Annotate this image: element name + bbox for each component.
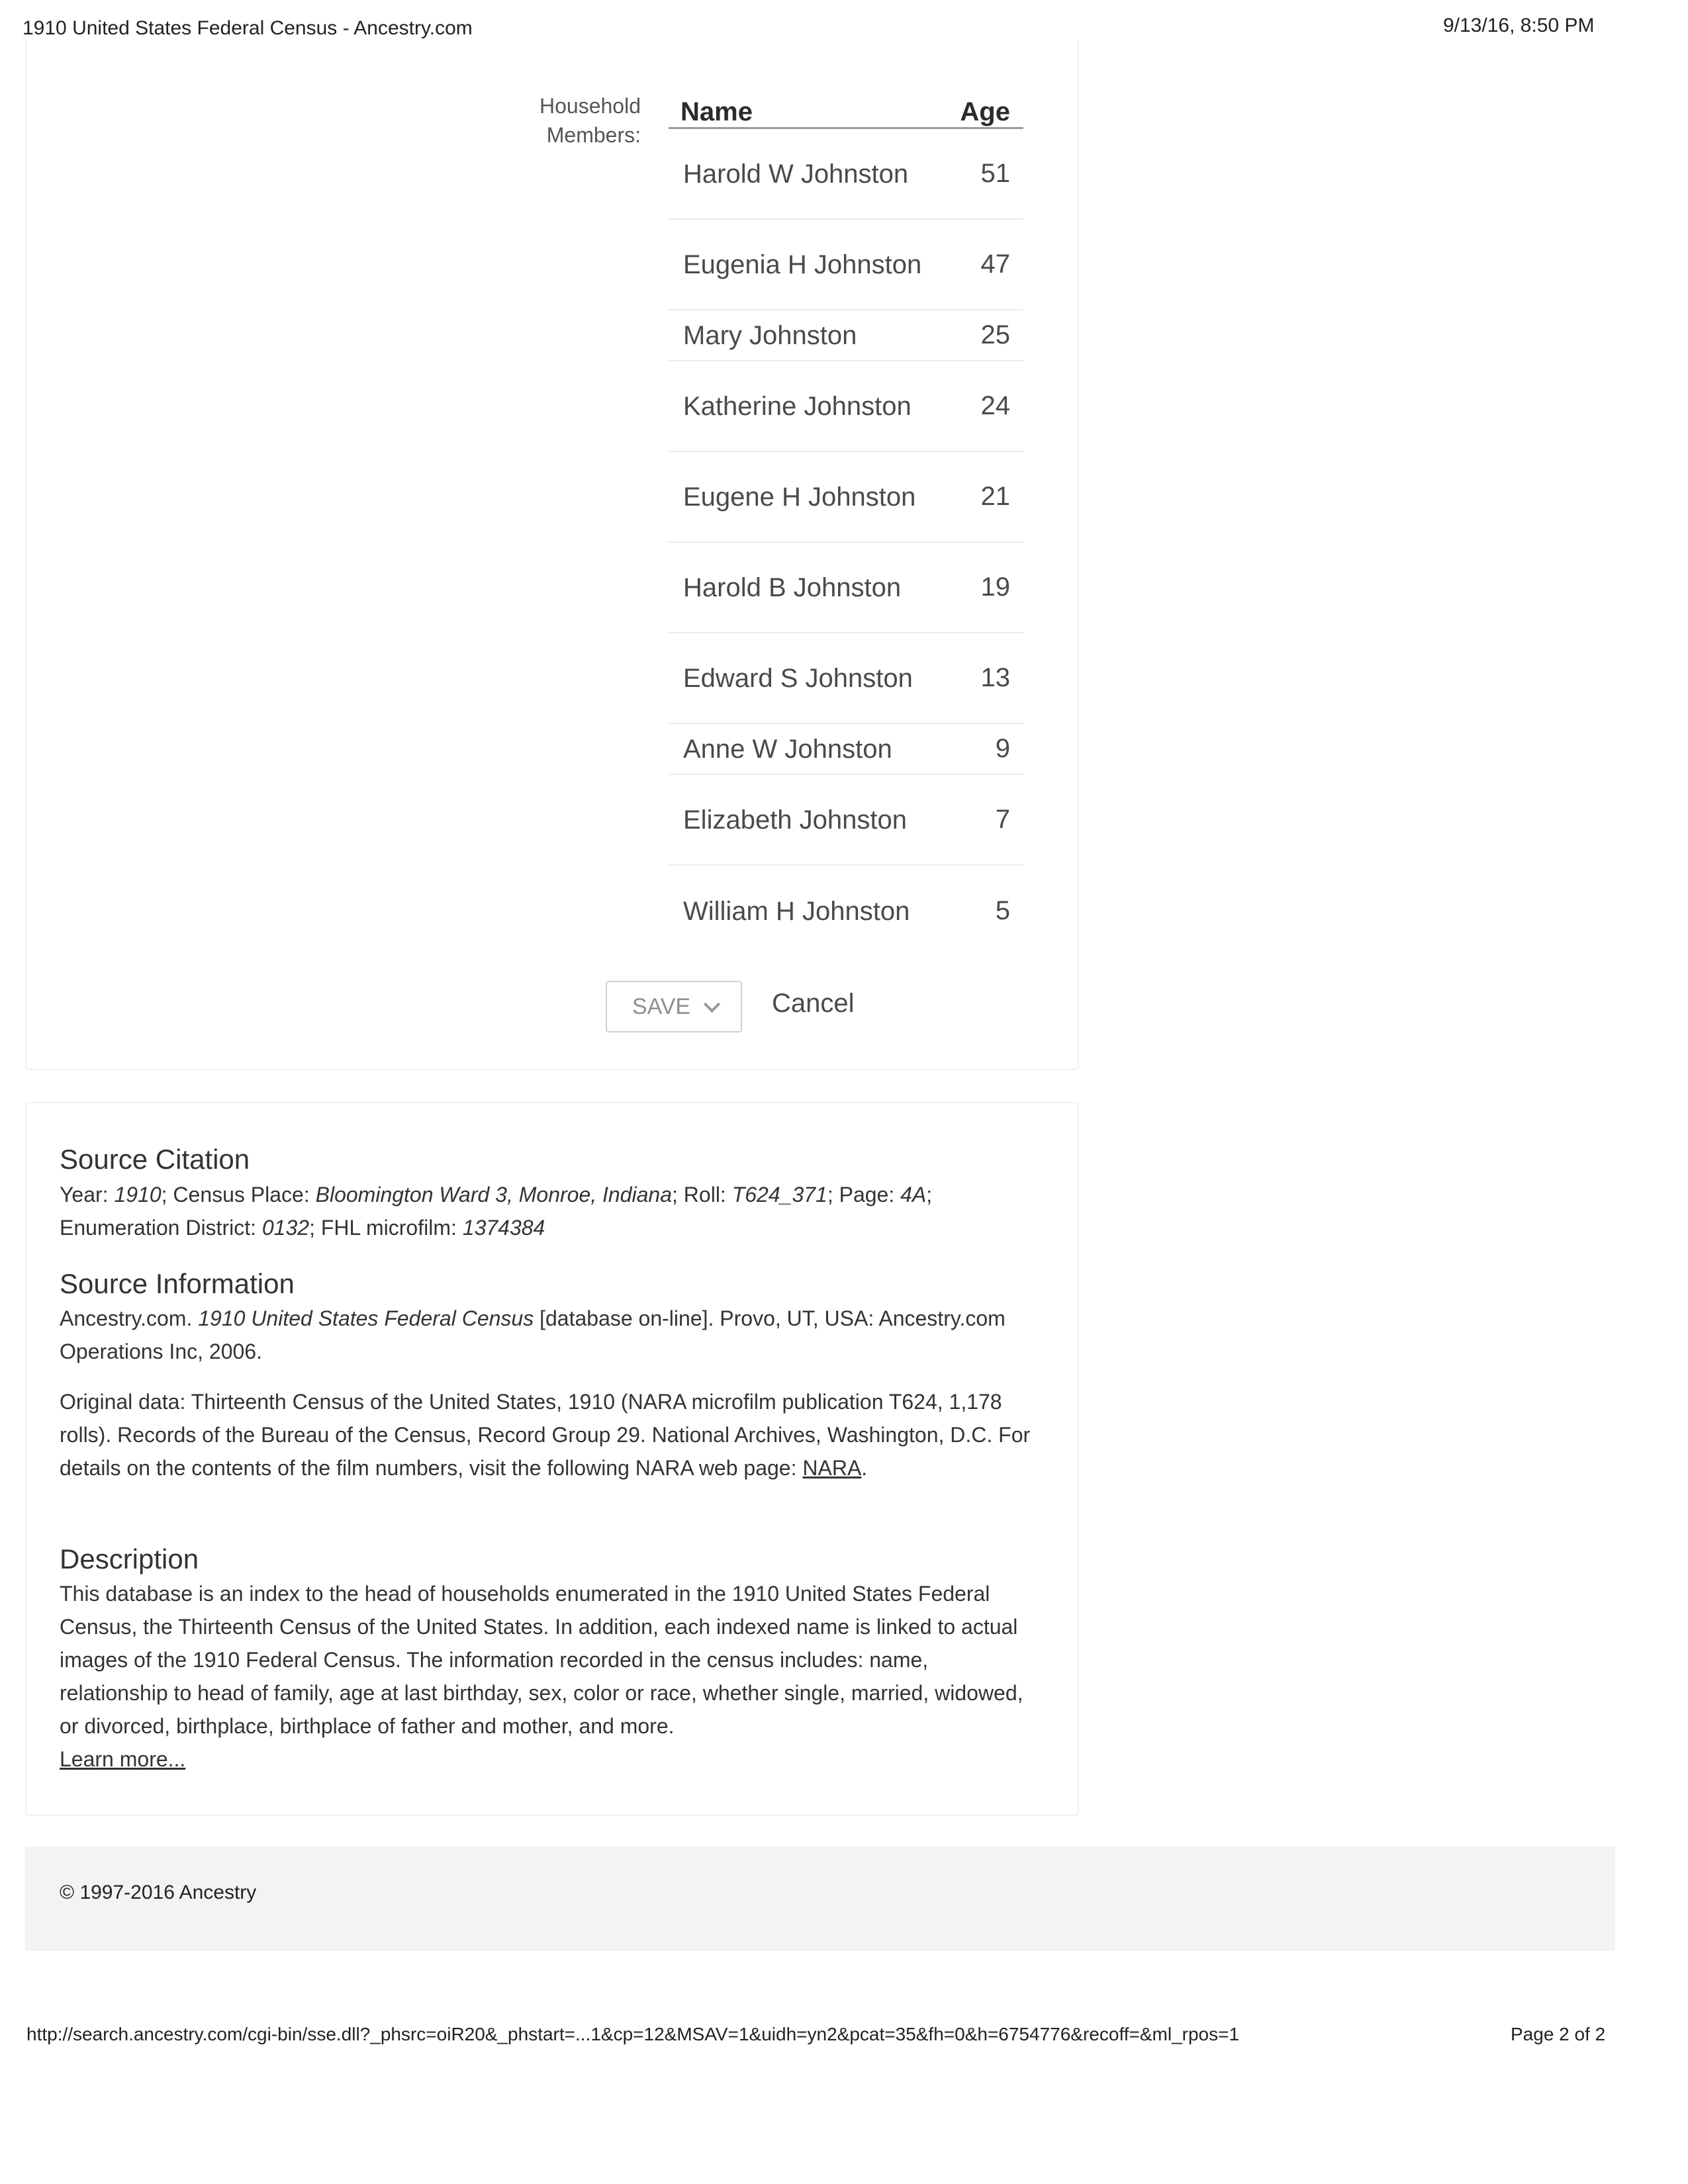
member-age: 51 (980, 159, 1010, 188)
source-citation-text: Year: 1910; Census Place: Bloomington Ward 3, Monroe, Indiana; Roll: T624_371; Page: 4A; Enumeration District: 0132; FHL microfilm: 1374384 (60, 1183, 933, 1240)
table-header (669, 86, 1023, 129)
member-name[interactable]: William H Johnston (683, 896, 910, 926)
copyright-text: © 1997-2016 Ancestry (60, 1882, 257, 1903)
table-row (669, 129, 1023, 220)
member-age: 25 (980, 320, 1010, 349)
source-information-text: Ancestry.com. 1910 United States Federal Census [database on-line]. Provo, UT, USA: Ancestry.com Operations Inc, 2006. (60, 1306, 1006, 1363)
table-row (669, 543, 1023, 633)
column-header-name: Name (680, 97, 753, 126)
member-name[interactable]: Harold W Johnston (683, 159, 909, 189)
table-row (669, 361, 1023, 452)
description-heading: Description (60, 1543, 199, 1574)
household-members-label: Household Members: (539, 94, 641, 147)
table-row (669, 866, 1023, 956)
member-age: 47 (980, 250, 1010, 279)
member-age: 5 (995, 896, 1010, 925)
print-timestamp: 9/13/16, 8:50 PM (1443, 15, 1595, 36)
member-name[interactable]: Eugene H Johnston (683, 482, 916, 512)
member-age: 9 (995, 734, 1010, 763)
original-data-text: Original data: Thirteenth Census of the United States, 1910 (NARA microfilm publication T624, 1,178 rolls). Records of the Bureau of the Census, Record Group 29. National Archives, Washington, D.C. For details on the contents of the film numbers, visit the following NARA web page: NARA. (60, 1390, 1031, 1480)
member-name[interactable]: Eugenia H Johnston (683, 250, 922, 279)
member-name[interactable]: Katherine Johnston (683, 391, 912, 421)
member-name[interactable]: Harold B Johnston (683, 572, 902, 602)
save-button[interactable] (606, 981, 742, 1032)
table-row (669, 310, 1023, 361)
nara-link[interactable]: NARA (802, 1456, 862, 1480)
save-button-label: SAVE (632, 993, 691, 1019)
member-age: 19 (980, 572, 1010, 602)
member-age: 7 (995, 805, 1010, 834)
table-row (669, 724, 1023, 775)
learn-more-link[interactable]: Learn more... (60, 1747, 186, 1771)
column-header-age: Age (960, 97, 1010, 126)
table-row (669, 220, 1023, 310)
cancel-link[interactable]: Cancel (772, 989, 855, 1018)
source-citation-heading: Source Citation (60, 1144, 250, 1175)
member-age: 21 (980, 482, 1010, 511)
member-age: 13 (980, 663, 1010, 692)
table-row (669, 775, 1023, 866)
page-footer (25, 1846, 1615, 1951)
print-url: http://search.ancestry.com/cgi-bin/sse.dll?_phsrc=oiR20&_phstart=...1&cp=12&MSAV=1&uidh=yn2&pcat=35&fh=0&h=6754776&recoff=&ml_rpos=1 (26, 2024, 1240, 2044)
household-members-table (669, 86, 1023, 956)
member-age: 24 (980, 391, 1010, 420)
member-name[interactable]: Edward S Johnston (683, 663, 913, 693)
table-row (669, 633, 1023, 724)
member-name[interactable]: Anne W Johnston (683, 734, 892, 764)
description-text: This database is an index to the head of households enumerated in the 1910 United States Federal Census, the Thirteenth Census of the United States. In addition, each indexed name is linked to actual images of the 1910 Federal Census. The information recorded in the census includes: name, relationship to head of family, age at last birthday, sex, color or race, whether single, married, widowed, or divorced, birthplace, birthplace of father and mother, and more. Learn more... (60, 1582, 1023, 1771)
print-page-number: Page 2 of 2 (1511, 2024, 1606, 2044)
member-name[interactable]: Mary Johnston (683, 320, 857, 350)
chevron-down-icon (704, 996, 720, 1013)
print-page-title: 1910 United States Federal Census - Ancestry.com (23, 17, 473, 39)
source-information-heading: Source Information (60, 1268, 295, 1299)
member-name[interactable]: Elizabeth Johnston (683, 805, 908, 835)
table-row (669, 452, 1023, 543)
